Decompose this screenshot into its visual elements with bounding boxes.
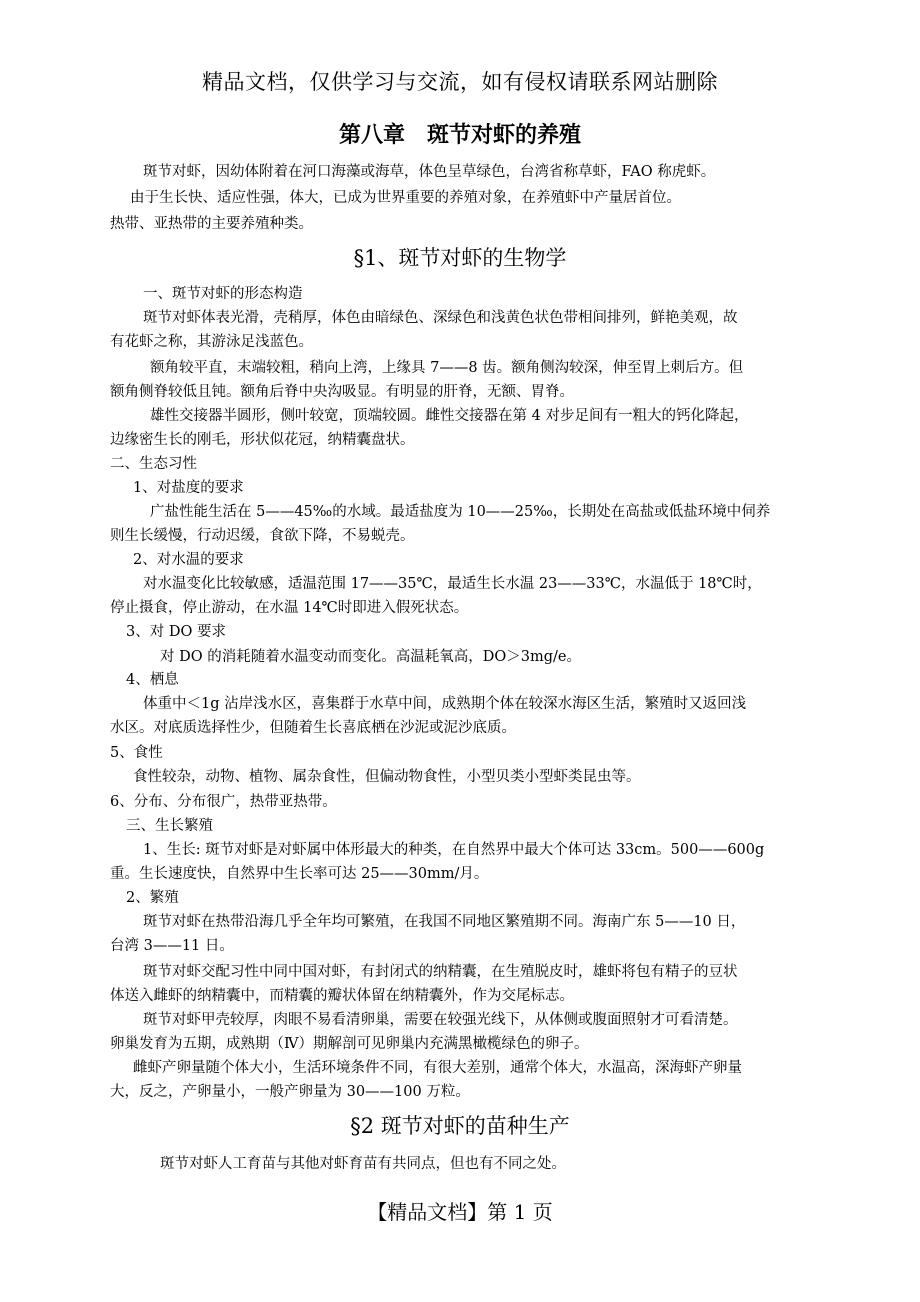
heading-growth-reproduction: 三、生长繁殖 bbox=[126, 818, 213, 834]
intro-line-2: 由于生长快、适应性强，体大，已成为世界重要的养殖对象，在养殖虾中产量居首位。 bbox=[130, 190, 681, 206]
subheading-do: 3、对 DO 要求 bbox=[126, 624, 226, 640]
paragraph-line: 大，反之，产卵量小，一般产卵量为 30——100 万粒。 bbox=[110, 1084, 470, 1100]
paragraph-line: 斑节对虾体表光滑，壳稍厚，体色由暗绿色、深绿色和浅黄色状色带相间排列，鲜艳美观，故 bbox=[143, 310, 738, 326]
subheading-habitat: 4、栖息 bbox=[126, 672, 179, 688]
paragraph-line: 水区。对底质选择性少，但随着生长喜底栖在沙泥或泥沙底质。 bbox=[110, 720, 516, 736]
paragraph-line: 额角侧脊较低且钝。额角后脊中央沟吸显。有明显的肝脊，无额、胃脊。 bbox=[110, 384, 574, 400]
paragraph-line: 食性较杂，动物、植物、属杂食性，但偏动物食性，小型贝类小型虾类昆虫等。 bbox=[133, 769, 641, 785]
paragraph-line: 对水温变化比较敏感，适温范围 17——35℃，最适生长水温 23——33℃，水温低于 18℃时， bbox=[143, 576, 762, 592]
intro-line-1: 斑节对虾，因幼体附着在河口海藻或海草，体色呈草绿色，台湾省称草虾，FAO 称虎虾。 bbox=[143, 164, 716, 180]
paragraph-line: 停止摄食，停止游动，在水温 14℃时即进入假死状态。 bbox=[110, 600, 469, 616]
subheading-feeding: 5、食性 bbox=[110, 745, 163, 761]
paragraph-line: 台湾 3——11 日。 bbox=[110, 938, 234, 954]
paragraph-line: 对 DO 的消耗随着水温变动而变化。高温耗氧高，DO＞3mg/e。 bbox=[160, 649, 581, 665]
paragraph-line: 卵巢发育为五期，成熟期（Ⅳ）期解剖可见卵巢内充满黑橄榄绿色的卵子。 bbox=[110, 1036, 589, 1052]
paragraph-line: 雌虾产卵量随个体大小，生活环境条件不同，有很大差别，通常个体大，水温高，深海虾产卵量 bbox=[133, 1060, 742, 1076]
heading-ecology: 二、生态习性 bbox=[110, 456, 197, 472]
subheading-distribution: 6、分布、分布很广，热带亚热带。 bbox=[110, 794, 337, 810]
paragraph-line: 斑节对虾交配习性中同中国对虾，有封闭式的纳精囊，在生殖脱皮时，雄虾将包有精子的豆状 bbox=[143, 964, 738, 980]
intro-line-3: 热带、亚热带的主要养殖种类。 bbox=[110, 216, 313, 232]
paragraph-line: 额角较平直，末端较粗，稍向上湾，上缘具 7——8 齿。额角侧沟较深，伸至胃上刺后方。但 bbox=[150, 360, 744, 376]
paragraph-line: 斑节对虾甲壳较厚，肉眼不易看清卵巢，需要在较强光线下，从体侧或腹面照射才可看清楚。 bbox=[143, 1012, 738, 1028]
paragraph-line: 重。生长速度快，自然界中生长率可达 25——30mm/月。 bbox=[110, 866, 489, 882]
paragraph-line: 广盐性能生活在 5——45‰的水域。最适盐度为 10——25‰，长期处在高盐或低盐环境中伺养 bbox=[150, 504, 771, 520]
heading-morphology: 一、斑节对虾的形态构造 bbox=[143, 286, 303, 302]
chapter-title: 第八章 斑节对虾的养殖 bbox=[338, 122, 581, 148]
section-2-title: §2 斑节对虾的苗种生产 bbox=[350, 1114, 570, 1138]
paragraph-line: 1、生长: 斑节对虾是对虾属中体形最大的种类，在自然界中最大个体可达 33cm。500——600g bbox=[143, 842, 765, 858]
subheading-reproduction: 2、繁殖 bbox=[126, 890, 179, 906]
page-header: 精品文档，仅供学习与交流，如有侵权请联系网站删除 bbox=[202, 70, 718, 94]
paragraph-line: 体送入雌虾的纳精囊中，而精囊的瓣状体留在纳精囊外，作为交尾标志。 bbox=[110, 988, 574, 1004]
subheading-temperature: 2、对水温的要求 bbox=[133, 552, 244, 568]
paragraph-line: 雄性交接器半圆形，侧叶较宽，顶端较圆。雌性交接器在第 4 对步足间有一粗大的钙化降起， bbox=[150, 408, 749, 424]
paragraph-line: 斑节对虾人工育苗与其他对虾育苗有共同点，但也有不同之处。 bbox=[160, 1156, 566, 1172]
paragraph-line: 则生长缓慢，行动迟缓，食欲下降，不易蜕壳。 bbox=[110, 528, 415, 544]
subheading-salinity: 1、对盐度的要求 bbox=[133, 480, 244, 496]
page-footer: 【精品文档】第 1 页 bbox=[367, 1200, 553, 1224]
paragraph-line: 边缘密生长的刚毛，形状似花冠，纳精囊盘状。 bbox=[110, 432, 415, 448]
paragraph-line: 有花虾之称，其游泳足浅蓝色。 bbox=[110, 334, 313, 350]
section-1-title: §1、斑节对虾的生物学 bbox=[353, 246, 567, 270]
paragraph-line: 体重中＜1g 沾岸浅水区，喜集群于水草中间，成熟期个体在较深水海区生活，繁殖时又返回浅 bbox=[143, 696, 747, 712]
paragraph-line: 斑节对虾在热带沿海几乎全年均可繁殖，在我国不同地区繁殖期不同。海南广东 5——10 日， bbox=[143, 914, 746, 930]
